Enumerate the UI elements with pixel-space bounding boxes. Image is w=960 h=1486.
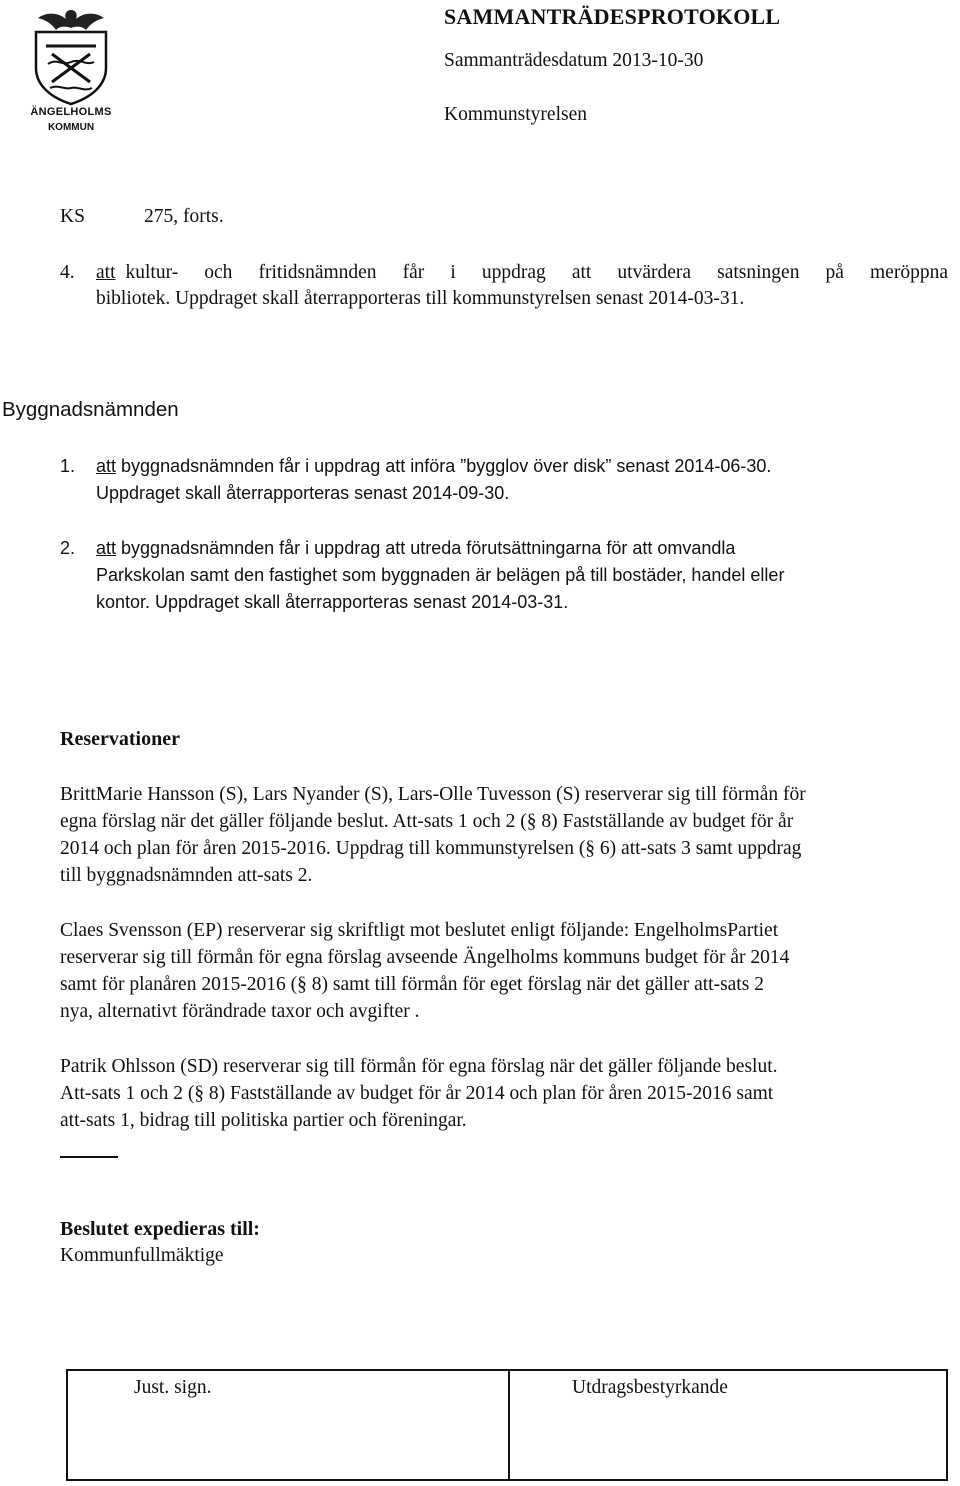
paragraph-line: Att-sats 1 och 2 (§ 8) Fastställande av budget för år 2014 och plan för åren 2015-2016 samt xyxy=(60,1083,774,1104)
paragraph-line: reserverar sig till förmån för egna förslag avseende Ängelholms kommuns budget för år 2014 xyxy=(60,947,790,968)
byggnad-item2-line1-text: byggnadsnämnden får i uppdrag att utreda förutsättningarna för att omvandla xyxy=(121,538,736,558)
list-item-number: 2. xyxy=(60,538,76,558)
section-number: 275, forts. xyxy=(144,206,224,227)
item4-line1-text: kultur- och fritidsnämnden får i uppdrag att utvärdera satsningen på meröppna xyxy=(125,262,948,283)
signature-box xyxy=(66,1369,948,1481)
paragraph-line: Claes Svensson (EP) reserverar sig skriftligt mot beslutet enligt följande: EngelholmsPartiet xyxy=(60,920,779,941)
logo-subtitle: KOMMUN xyxy=(47,122,95,133)
paragraph-line: Patrik Ohlsson (SD) reserverar sig till förmån för egna förslag när det gäller följande beslut. xyxy=(60,1056,778,1077)
distribution-recipient: Kommunfullmäktige xyxy=(60,1245,224,1266)
document-title: SAMMANTRÄDESPROTOKOLL xyxy=(444,4,781,29)
paragraph-line: egna förslag när det gäller följande beslut. Att-sats 1 och 2 (§ 8) Fastställande av budget för år xyxy=(60,811,794,832)
item4-line1 xyxy=(96,262,948,284)
byggnad-item1-line2: Uppdraget skall återrapporteras senast 2014-09-30. xyxy=(96,483,510,503)
byggnad-item2-line1 xyxy=(96,538,735,559)
distribution-heading: Beslutet expedieras till: xyxy=(60,1218,260,1240)
paragraph-line: 2014 och plan för åren 2015-2016. Uppdrag till kommunstyrelsen (§ 6) att-sats 3 samt uppdrag xyxy=(60,838,802,859)
paragraph-line: till byggnadsnämnden att-sats 2. xyxy=(60,865,313,886)
paragraph-line: BrittMarie Hansson (S), Lars Nyander (S), Lars-Olle Tuvesson (S) reserverar sig till förmån för xyxy=(60,784,806,805)
paragraph-line: samt för planåren 2015-2016 (§ 8) samt till förmån för eget förslag när det gäller att-sats 2 xyxy=(60,974,764,995)
logo-name: ÄNGELHOLMS xyxy=(30,106,112,118)
list-item-number: 1. xyxy=(60,456,76,476)
municipality-logo xyxy=(22,6,120,136)
extract-certification-label: Utdragsbestyrkande xyxy=(572,1377,728,1398)
byggnad-item1-line1-text: byggnadsnämnden får i uppdrag att införa ”bygglov över disk” senast 2014-06-30. xyxy=(121,456,772,476)
signature-box-divider xyxy=(508,1371,510,1479)
section-heading: Byggnadsnämnden xyxy=(2,398,179,421)
paragraph-line: nya, alternativt förändrade taxor och avgifter . xyxy=(60,1001,420,1022)
byggnad-item1-line1 xyxy=(96,456,771,477)
item4-line2: bibliotek. Uppdraget skall återrapporteras till kommunstyrelsen senast 2014-03-31. xyxy=(96,288,745,309)
att-keyword: att xyxy=(96,456,117,476)
reservations-heading: Reservationer xyxy=(60,728,180,750)
byggnad-item2-line2: Parkskolan samt den fastighet som byggnaden är belägen på till bostäder, handel eller xyxy=(96,565,785,585)
list-item-number: 4. xyxy=(60,262,75,283)
divider xyxy=(60,1156,118,1158)
section-prefix: KS xyxy=(60,206,85,227)
just-sign-label: Just. sign. xyxy=(134,1377,212,1398)
committee-name: Kommunstyrelsen xyxy=(444,104,587,125)
att-keyword: att xyxy=(96,262,116,283)
meeting-date: Sammanträdesdatum 2013-10-30 xyxy=(444,50,704,71)
att-keyword: att xyxy=(96,538,117,558)
byggnad-item2-line3: kontor. Uppdraget skall återrapporteras senast 2014-03-31. xyxy=(96,592,569,612)
paragraph-line: att-sats 1, bidrag till politiska partier och föreningar. xyxy=(60,1110,467,1131)
